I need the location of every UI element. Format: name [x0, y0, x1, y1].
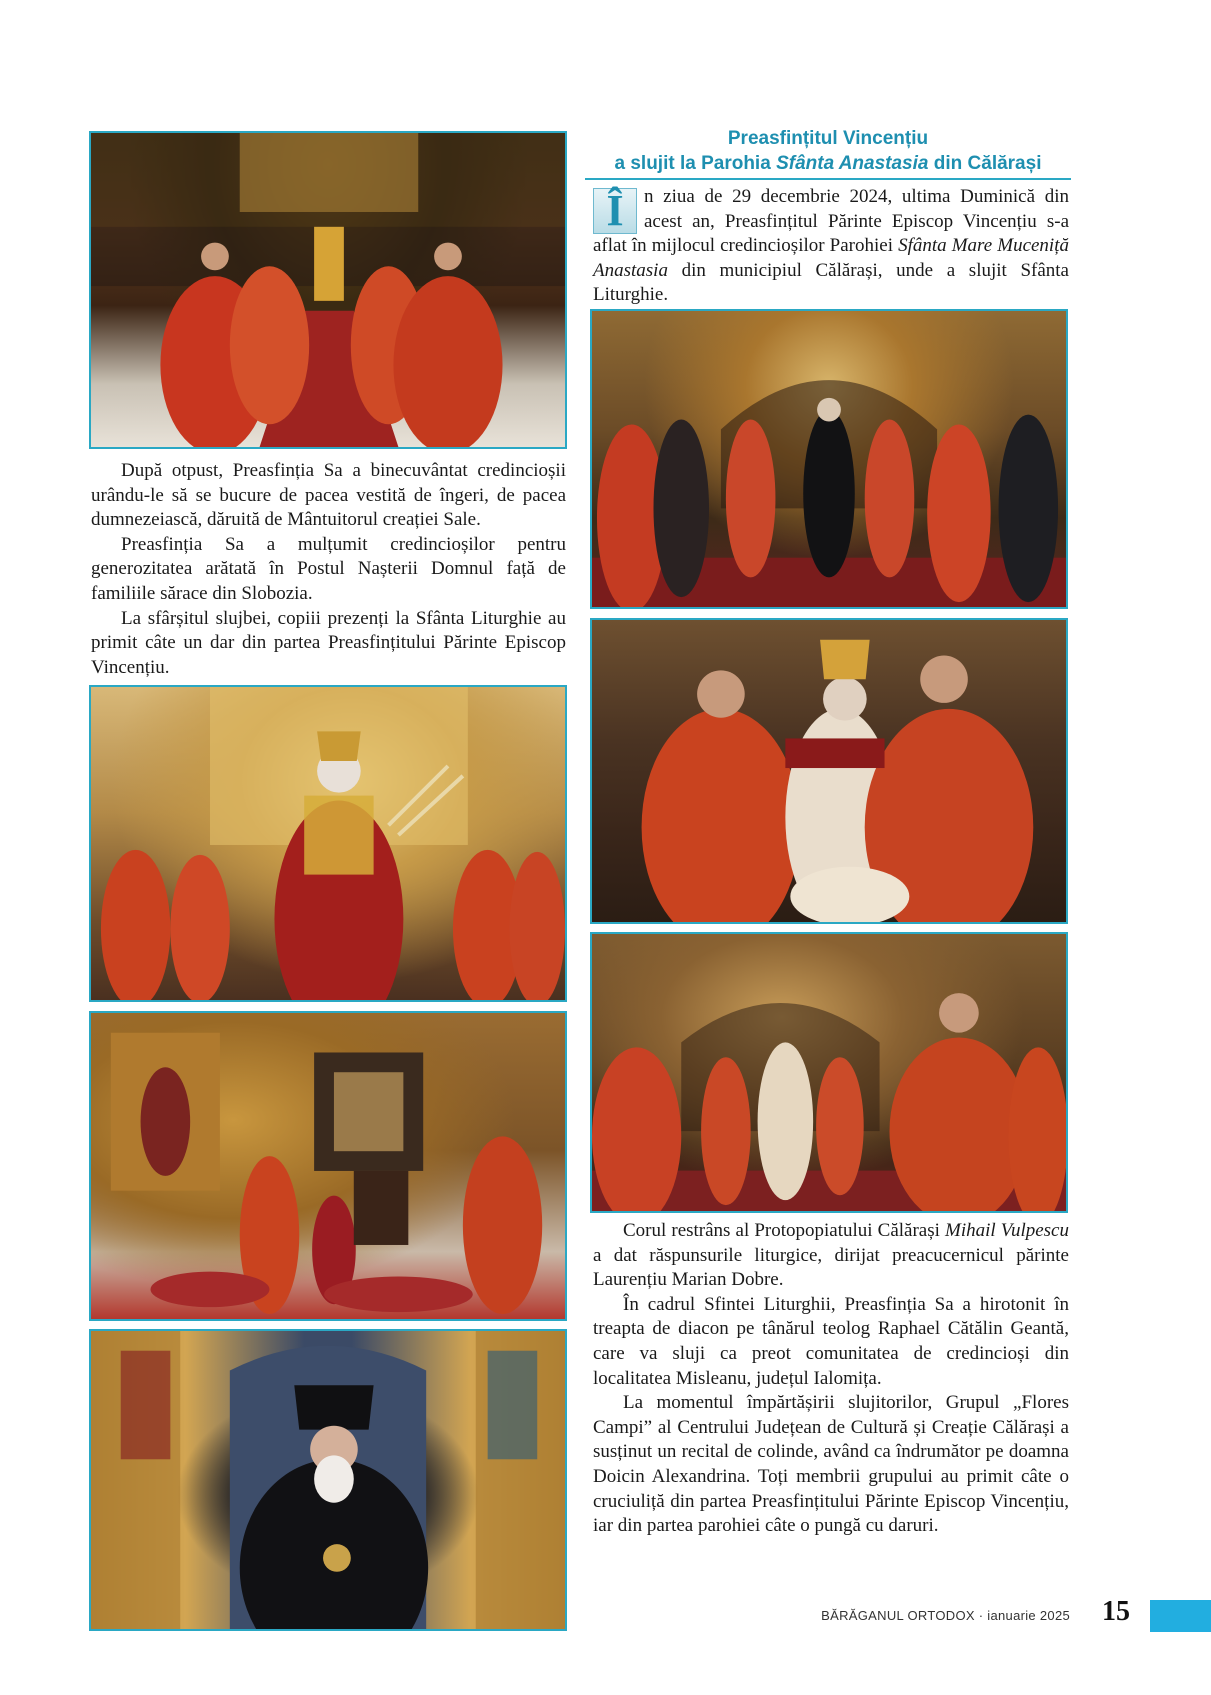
paragraph-ordination: În cadrul Sfintei Liturghii, Preasfinția Sa a hirotonit în treapta de diacon pe tânărul teolog Raphael Cătălin Geantă, care va sluji ca preot comunitatea de credincioși din localitatea Misleanu, județul Ialomița. [593, 1293, 1069, 1389]
title-divider [585, 178, 1071, 180]
paragraph-thanks: Preasfinția Sa a mulțumit credincioșilor pentru generozitatea arătată în Postul Nașterii Domnul față de familiile sărace din Slobozia. [91, 533, 566, 604]
paragraph-carols: La momentul împărtășirii slujitorilor, Grupul „Flores Campi” al Centrului Județean de Cultură și Creație Călărași a susținut un recital de colinde, având ca îndrumător pe doamna Doicin Alexandrina. Toți membrii grupului au primit câte o cruciuliță din partea Preasfințitului Părinte Episcop Vincențiu, iar din partea parohiei câte o pungă cu daruri. [593, 1392, 1069, 1537]
intro-paragraph: Î n ziua de 29 decembrie 2024, ultima Duminică din acest an, Preasfințitul Părinte Episcop Vincențiu s-a aflat în mijlocul credincioșilor Parohiei Sfânta Mare Muceniță Anastasia din municipiul Călărași, unde a slujit Sfânta Liturghie. [593, 186, 1069, 306]
photo-deacons-before-iconostasis [89, 131, 567, 449]
photo-bishop-portrait [89, 1329, 567, 1631]
paragraph-children: La sfârșitul slujbei, copiii prezenți la Sfânta Liturghie au primit câte un dar din partea Preasfințitului Părinte Episcop Vincențiu. [91, 607, 566, 678]
page-edge-tab [1150, 1600, 1211, 1632]
photo-reading-from-book [590, 618, 1068, 924]
photo-choir-and-clergy [590, 932, 1068, 1213]
paragraph-otpust: După otpust, Preasfinția Sa a binecuvântat credincioșii urându-le să se bucure de pacea vestită de îngeri, de pacea dumnezeiască, dăruită de Mântuitorul creației Sale. [91, 460, 566, 531]
page-number: 15 [1102, 1596, 1130, 1627]
title-line-2: a slujit la Parohia Sfânta Anastasia din Călărași [614, 153, 1042, 174]
left-column-text [91, 459, 566, 680]
article-title [585, 126, 1071, 176]
title-line-1: Preasfințitul Vincențiu [727, 128, 929, 149]
photo-clergy-with-bishop [590, 309, 1068, 609]
photo-girl-reading-before-icons [89, 1011, 567, 1321]
photo-bishop-with-candles [89, 685, 567, 1002]
paragraph-choir: Corul restrâns al Protopopiatului Călărași Mihail Vulpescu a dat răspunsurile liturgice, dirijat preacucernicul părinte Laurențiu Marian Dobre. [593, 1220, 1069, 1291]
publication-footer: BĂRĂGANUL ORTODOX · ianuarie 2025 [821, 1608, 1070, 1623]
drop-cap: Î [593, 188, 637, 234]
right-column-text [593, 1219, 1069, 1539]
